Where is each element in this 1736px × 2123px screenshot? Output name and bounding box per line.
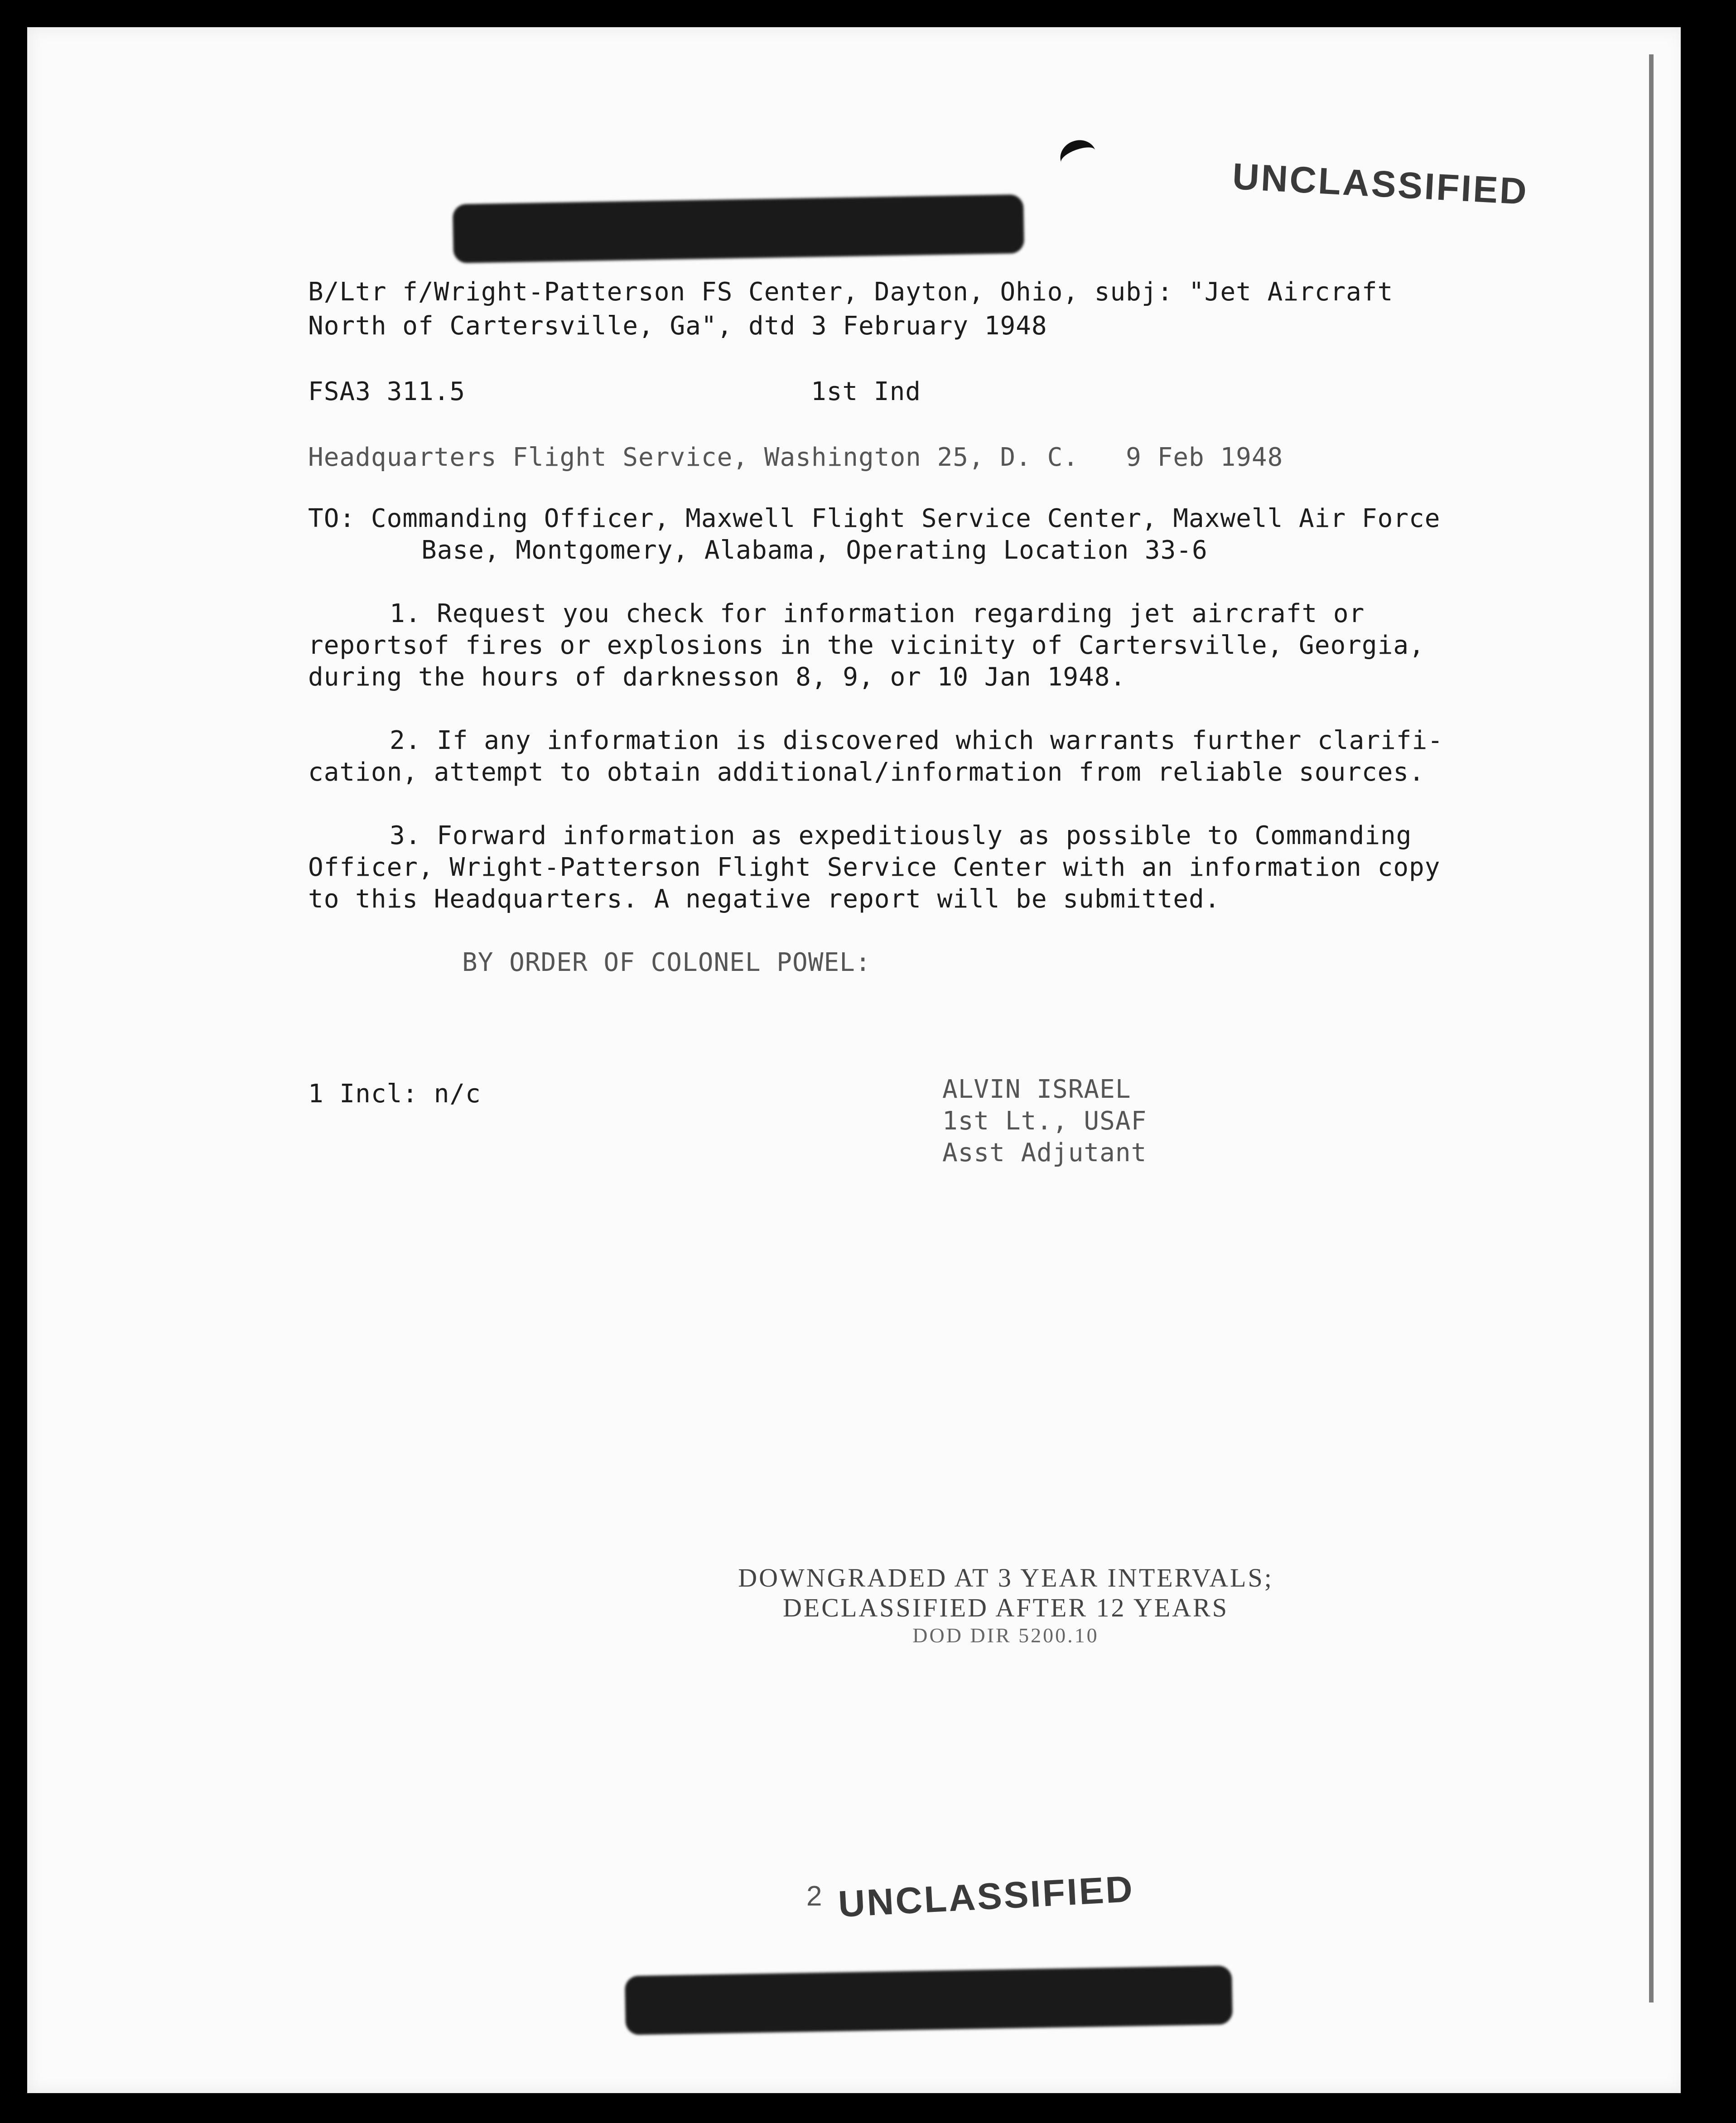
paragraph-2-line-2: cation, attempt to obtain additional/information from reliable sources.: [308, 758, 1425, 787]
downgrade-line-3: DOD DIR 5200.10: [912, 1624, 1099, 1647]
signature-rank: 1st Lt., USAF: [942, 1106, 1147, 1136]
paragraph-3-line-2: Officer, Wright-Patterson Flight Service Center with an information copy: [308, 853, 1441, 882]
paragraph-3-line-1: 3. Forward information as expeditiously as possible to Commanding: [390, 821, 1412, 850]
downgrade-stamp: [689, 1563, 1323, 1648]
downgrade-line-1: DOWNGRADED AT 3 YEAR INTERVALS;: [738, 1563, 1273, 1592]
film-edge-strip: [1649, 54, 1654, 2002]
redacted-classification-top: [453, 194, 1024, 263]
to-line-1: TO: Commanding Officer, Maxwell Flight Service Center, Maxwell Air Force: [308, 504, 1441, 533]
paragraph-1-line-2: reportsof fires or explosions in the vicinity of Cartersville, Georgia,: [308, 631, 1425, 660]
order-line: BY ORDER OF COLONEL POWEL:: [462, 948, 871, 977]
signature-name: ALVIN ISRAEL: [942, 1075, 1131, 1104]
redacted-classification-bottom: [625, 1965, 1233, 2035]
unclassified-stamp-bottom: UNCLASSIFIED: [837, 1868, 1135, 1925]
paragraph-3-line-3: to this Headquarters. A negative report will be submitted.: [308, 884, 1220, 914]
inclosure-note: 1 Incl: n/c: [308, 1079, 481, 1109]
page-number: 2: [806, 1881, 822, 1912]
to-line-2: Base, Montgomery, Alabama, Operating Location 33-6: [421, 536, 1208, 565]
from-line: Headquarters Flight Service, Washington 25, D. C. 9 Feb 1948: [308, 443, 1283, 472]
paragraph-2-line-1: 2. If any information is discovered which warrants further clarifi-: [390, 726, 1443, 755]
file-number: FSA3 311.5: [308, 377, 466, 406]
paragraph-1-line-3: during the hours of darknesson 8, 9, or 10 Jan 1948.: [308, 662, 1126, 692]
reference-line-2: North of Cartersville, Ga", dtd 3 February 1948: [308, 311, 1047, 341]
reference-line-1: B/Ltr f/Wright-Patterson FS Center, Dayton, Ohio, subj: "Jet Aircraft: [308, 277, 1394, 307]
paragraph-1-line-1: 1. Request you check for information regarding jet aircraft or: [390, 599, 1365, 628]
unclassified-stamp-top: UNCLASSIFIED: [1231, 155, 1529, 213]
signature-title: Asst Adjutant: [942, 1138, 1147, 1168]
downgrade-line-2: DECLASSIFIED AFTER 12 YEARS: [782, 1593, 1229, 1622]
film-border: [1681, 0, 1736, 2123]
indorsement-label: 1st Ind: [811, 377, 921, 406]
